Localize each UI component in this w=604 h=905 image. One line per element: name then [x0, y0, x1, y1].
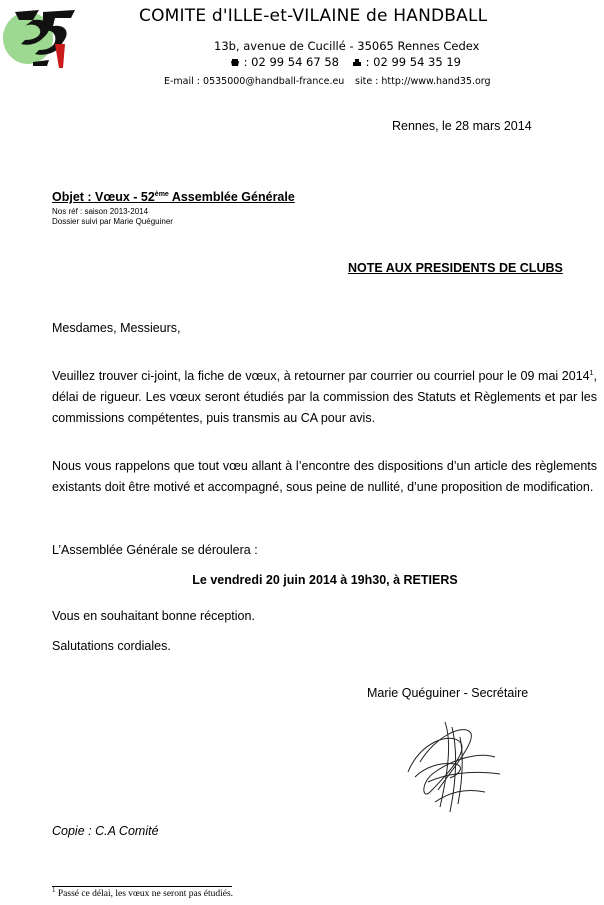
salutation: Mesdames, Messieurs,	[52, 321, 181, 335]
signatory-name: Marie Quéguiner -	[367, 686, 468, 700]
paragraph-2: Nous vous rappelons que tout vœu allant à l’encontre des dispositions d’un article des règlements existants doit être motivé et accompagné, sous peine de nullité, d’une proposition de modification.	[52, 459, 597, 494]
assembly-intro: L’Assemblée Générale se déroulera :	[52, 543, 258, 557]
event-line: Le vendredi 20 juin 2014 à 19h30, à RETIERS	[192, 573, 458, 587]
signatory-role: Secrétaire	[471, 686, 529, 700]
signatory	[367, 683, 528, 704]
reference: Nos réf : saison 2013-2014	[52, 207, 149, 216]
subject-suffix: Assemblée Générale	[168, 190, 295, 204]
phone-icon	[230, 56, 240, 64]
org-name: COMITE d'ILLE-et-VILAINE de HANDBALL	[139, 6, 488, 26]
footnote-ref: 1	[589, 369, 594, 377]
email-line: E-mail : 0535000@handball-france.eu	[164, 76, 345, 87]
subject-line	[52, 190, 295, 204]
paragraph-1-start: Veuillez trouver ci-joint, la fiche de vœux, à retourner par courrier ou courriel pour le 09 mai 2014	[52, 369, 590, 383]
followed-by: Dossier suivi par Marie Quéguiner	[52, 217, 173, 226]
footnote-marker: 1	[52, 885, 56, 894]
footnote-separator	[52, 886, 232, 887]
footnote	[52, 885, 234, 899]
fax-line	[352, 55, 461, 69]
subject-sup: ème	[154, 190, 169, 198]
closing-2: Salutations cordiales.	[52, 639, 171, 653]
fax-number: : 02 99 54 35 19	[365, 55, 461, 69]
signature-icon	[400, 712, 510, 822]
phone-number: : 02 99 54 67 58	[243, 55, 339, 69]
org-address: 13b, avenue de Cucillé - 35065 Rennes Cedex	[214, 39, 480, 53]
logo-text: 35	[5, 34, 7, 35]
subject-prefix: Objet : Vœux - 52	[52, 190, 155, 204]
note-title: NOTE AUX PRESIDENTS DE CLUBS	[348, 261, 563, 275]
footnote-text: Passé ce délai, les vœux ne seront pas étudiés.	[55, 889, 234, 899]
website-line: site : http://www.hand35.org	[355, 76, 491, 87]
fax-icon	[352, 56, 362, 64]
paragraph-1	[52, 366, 597, 429]
closing-1: Vous en souhaitant bonne réception.	[52, 609, 255, 623]
paragraph-1-end: , délai de rigueur. Les vœux seront étudiés par la commission des Statuts et Règlements et par les commissions compétentes, puis transmis au CA pour avis.	[52, 369, 597, 425]
copy-line: Copie : C.A Comité	[52, 824, 159, 838]
phone-line	[230, 55, 339, 69]
logo-icon	[3, 4, 93, 68]
date-line: Rennes, le 28 mars 2014	[392, 119, 532, 133]
